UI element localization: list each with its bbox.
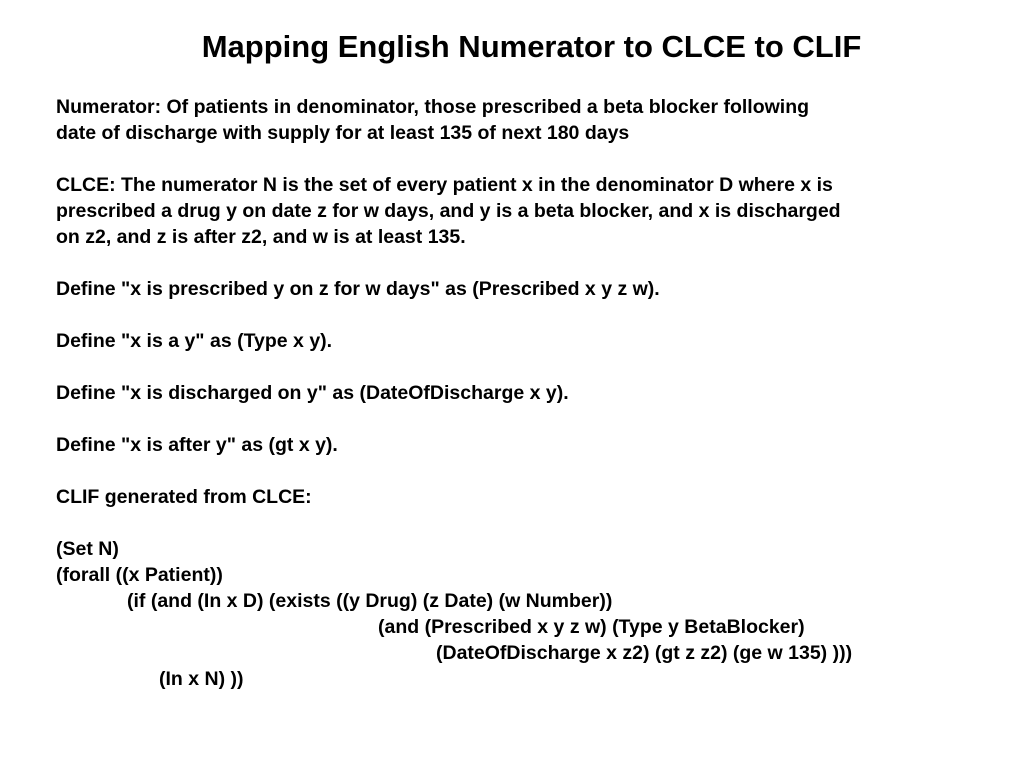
definition-discharged: Define "x is discharged on y" as (DateOfDischarge x y). (56, 382, 569, 404)
clce-paragraph (56, 172, 1006, 250)
numerator-paragraph (56, 94, 1006, 146)
clif-heading: CLIF generated from CLCE: (56, 486, 312, 508)
clif-code-line: (if (and (In x D) (exists ((y Drug) (z Date) (w Number)) (127, 590, 613, 612)
numerator-line: date of discharge with supply for at least 135 of next 180 days (56, 122, 630, 144)
clce-line: on z2, and z is after z2, and w is at least 135. (56, 226, 466, 248)
clif-code-line: (In x N) )) (159, 668, 244, 690)
definition-after: Define "x is after y" as (gt x y). (56, 434, 338, 456)
clce-line: prescribed a drug y on date z for w days, and y is a beta blocker, and x is discharged (56, 200, 841, 222)
definition-type: Define "x is a y" as (Type x y). (56, 330, 333, 352)
numerator-line: Numerator: Of patients in denominator, those prescribed a beta blocker following (56, 96, 810, 118)
clif-code-line: (Set N) (56, 538, 119, 560)
clif-code-block (56, 536, 1006, 692)
slide-title: Mapping English Numerator to CLCE to CLIF (201, 29, 862, 64)
slide-content (56, 94, 1006, 692)
clif-code-line: (and (Prescribed x y z w) (Type y BetaBlocker) (378, 616, 805, 638)
clce-line: CLCE: The numerator N is the set of every patient x in the denominator D where x is (56, 174, 833, 196)
clif-code-line: (DateOfDischarge x z2) (gt z z2) (ge w 135) ))) (436, 642, 853, 664)
clif-code-line: (forall ((x Patient)) (56, 564, 223, 586)
definition-prescribed: Define "x is prescribed y on z for w days" as (Prescribed x y z w). (56, 278, 660, 300)
